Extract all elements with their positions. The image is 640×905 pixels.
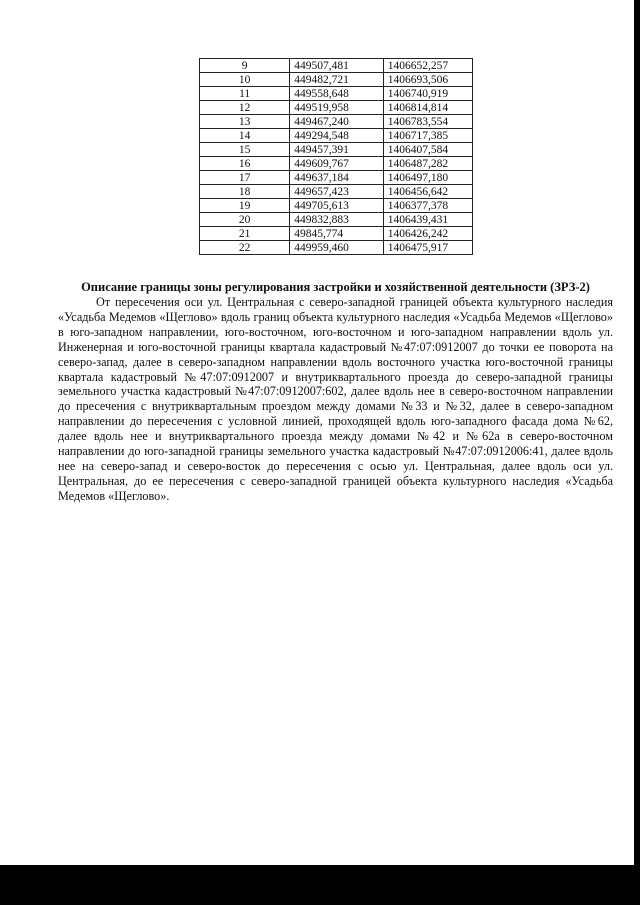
- point-number-cell: 21: [200, 227, 290, 241]
- table-row: [200, 199, 473, 213]
- x-coordinate-cell: 449609,767: [290, 157, 383, 171]
- table-row: [200, 185, 473, 199]
- y-coordinate-cell: 1406652,257: [383, 59, 472, 73]
- point-number-cell: 12: [200, 101, 290, 115]
- x-coordinate-cell: 449519,958: [290, 101, 383, 115]
- zone-description-section: [58, 280, 613, 504]
- y-coordinate-cell: 1406693,506: [383, 73, 472, 87]
- table-row: [200, 59, 473, 73]
- y-coordinate-cell: 1406475,917: [383, 241, 472, 255]
- point-number-cell: 22: [200, 241, 290, 255]
- table-row: [200, 227, 473, 241]
- x-coordinate-cell: 449467,240: [290, 115, 383, 129]
- section-body: От пересечения оси ул. Центральная с северо-западной границей объекта культурного наследия «Усадьба Медемов «Щеглово» вдоль границ объекта культурного наследия «Усадьба Медемов «Щеглово» в юго-западном направлении, юго-восточном, юго-восточном и юго-западном направлении вдоль ул. Инженерная и юго-восточной границы квартала кадастровый №47:07:0912007 до точки ее поворота на северо-запад, далее в северо-западном направлении вдоль восточного участка юго-восточной границы квартала кадастровый №47:07:0912007 и внутриквартального проезда до северо-западной границы земельного участка кадастровый №47:07:0912007:602, далее вдоль нее в северо-восточном направлении до пресечения с внутриквартальным проездом между домами №33 и №32, далее в северо-западном направлении до пересечения с условной линией, проходящей вдоль юго-западного фасада дома №62, далее вдоль нее и внутриквартального проезда между домами №42 и №62а в северо-восточном направлении до юго-западной границы земельного участка кадастровый №47:07:0912006:41, далее вдоль нее на северо-запад и северо-восток до пересечения с осью ул. Центральная, далее вдоль оси ул. Центральная, до ее пересечения с северо-западной границей объекта культурного наследия «Усадьба Медемов «Щеглово».: [58, 295, 613, 503]
- x-coordinate-cell: 449482,721: [290, 73, 383, 87]
- table-row: [200, 87, 473, 101]
- point-number-cell: 15: [200, 143, 290, 157]
- point-number-cell: 11: [200, 87, 290, 101]
- table-row: [200, 171, 473, 185]
- point-number-cell: 20: [200, 213, 290, 227]
- x-coordinate-cell: 449959,460: [290, 241, 383, 255]
- x-coordinate-cell: 449705,613: [290, 199, 383, 213]
- y-coordinate-cell: 1406407,584: [383, 143, 472, 157]
- x-coordinate-cell: 449457,391: [290, 143, 383, 157]
- point-number-cell: 13: [200, 115, 290, 129]
- y-coordinate-cell: 1406487,282: [383, 157, 472, 171]
- point-number-cell: 16: [200, 157, 290, 171]
- point-number-cell: 14: [200, 129, 290, 143]
- y-coordinate-cell: 1406377,378: [383, 199, 472, 213]
- table-row: [200, 129, 473, 143]
- y-coordinate-cell: 1406814,814: [383, 101, 472, 115]
- y-coordinate-cell: 1406439,431: [383, 213, 472, 227]
- section-title: Описание границы зоны регулирования застройки и хозяйственной деятельности (ЗРЗ-2): [81, 280, 590, 294]
- table-row: [200, 213, 473, 227]
- x-coordinate-cell: 49845,774: [290, 227, 383, 241]
- table-row: [200, 73, 473, 87]
- point-number-cell: 10: [200, 73, 290, 87]
- point-number-cell: 18: [200, 185, 290, 199]
- y-coordinate-cell: 1406426,242: [383, 227, 472, 241]
- x-coordinate-cell: 449507,481: [290, 59, 383, 73]
- x-coordinate-cell: 449657,423: [290, 185, 383, 199]
- table-row: [200, 241, 473, 255]
- point-number-cell: 17: [200, 171, 290, 185]
- table-row: [200, 115, 473, 129]
- x-coordinate-cell: 449832,883: [290, 213, 383, 227]
- table-row: [200, 143, 473, 157]
- y-coordinate-cell: 1406783,554: [383, 115, 472, 129]
- y-coordinate-cell: 1406717,385: [383, 129, 472, 143]
- y-coordinate-cell: 1406497,180: [383, 171, 472, 185]
- table-row: [200, 157, 473, 171]
- point-number-cell: 9: [200, 59, 290, 73]
- coordinates-table-body: [200, 59, 473, 255]
- x-coordinate-cell: 449558,648: [290, 87, 383, 101]
- table-row: [200, 101, 473, 115]
- y-coordinate-cell: 1406456,642: [383, 185, 472, 199]
- coordinates-table: [199, 58, 473, 255]
- x-coordinate-cell: 449637,184: [290, 171, 383, 185]
- point-number-cell: 19: [200, 199, 290, 213]
- y-coordinate-cell: 1406740,919: [383, 87, 472, 101]
- x-coordinate-cell: 449294,548: [290, 129, 383, 143]
